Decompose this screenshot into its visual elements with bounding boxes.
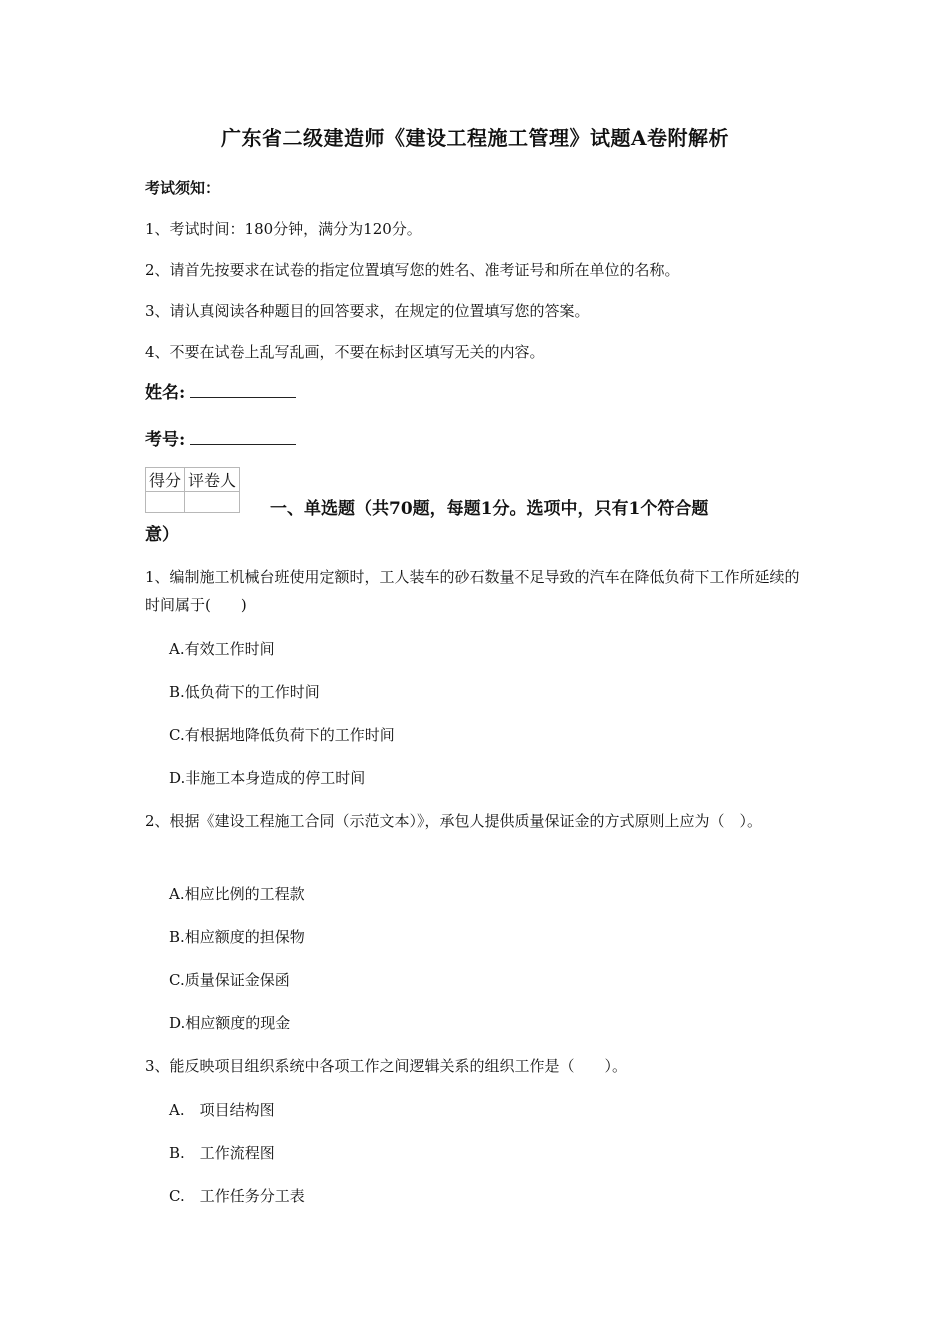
notice-heading: 考试须知： — [145, 179, 221, 197]
grader-cell[interactable] — [185, 492, 240, 513]
exam-number-label: 考号: — [145, 430, 186, 450]
question-option: C.质量保证金保函 — [169, 971, 290, 989]
question-stem: 3、能反映项目组织系统中各项工作之间逻辑关系的组织工作是（ ）。 — [145, 1057, 628, 1075]
name-label: 姓名: — [145, 383, 186, 403]
question-option: B.低负荷下的工作时间 — [169, 683, 320, 701]
section-heading: 一、单选题（共70题，每题1分。选项中，只有1个符合题 — [270, 499, 709, 519]
question-option: C.有根据地降低负荷下的工作时间 — [169, 726, 395, 744]
exam-number-field[interactable] — [190, 444, 296, 445]
notice-item: 3、请认真阅读各种题目的回答要求，在规定的位置填写您的答案。 — [145, 302, 590, 320]
score-table — [145, 467, 240, 513]
question-option: B. 工作流程图 — [169, 1144, 275, 1162]
section-heading-continued: 意） — [145, 525, 179, 545]
notice-item: 2、请首先按要求在试卷的指定位置填写您的姓名、准考证号和所在单位的名称。 — [145, 261, 680, 279]
grader-header: 评卷人 — [185, 468, 240, 492]
question-option: C. 工作任务分工表 — [169, 1187, 305, 1205]
score-cell[interactable] — [146, 492, 185, 513]
question-stem: 2、根据《建设工程施工合同（示范文本）》，承包人提供质量保证金的方式原则上应为（ ）。 — [145, 812, 763, 830]
score-header: 得分 — [146, 468, 185, 492]
question-option: D.非施工本身造成的停工时间 — [169, 769, 366, 787]
notice-item: 4、不要在试卷上乱写乱画，不要在标封区填写无关的内容。 — [145, 343, 545, 361]
question-option: A.相应比例的工程款 — [169, 885, 305, 903]
question-stem: 1、编制施工机械台班使用定额时，工人装车的砂石数量不足导致的汽车在降低负荷下工作所延续的时间属于( ) — [145, 568, 800, 614]
question-option: A.有效工作时间 — [169, 640, 275, 658]
document-title: 广东省二级建造师《建设工程施工管理》试题A卷附解析 — [220, 126, 730, 150]
name-field[interactable] — [190, 397, 296, 398]
question-option: D.相应额度的现金 — [169, 1014, 291, 1032]
question-option: B.相应额度的担保物 — [169, 928, 305, 946]
question-option: A. 项目结构图 — [169, 1101, 275, 1119]
notice-item: 1、考试时间：180分钟，满分为120分。 — [145, 220, 422, 238]
